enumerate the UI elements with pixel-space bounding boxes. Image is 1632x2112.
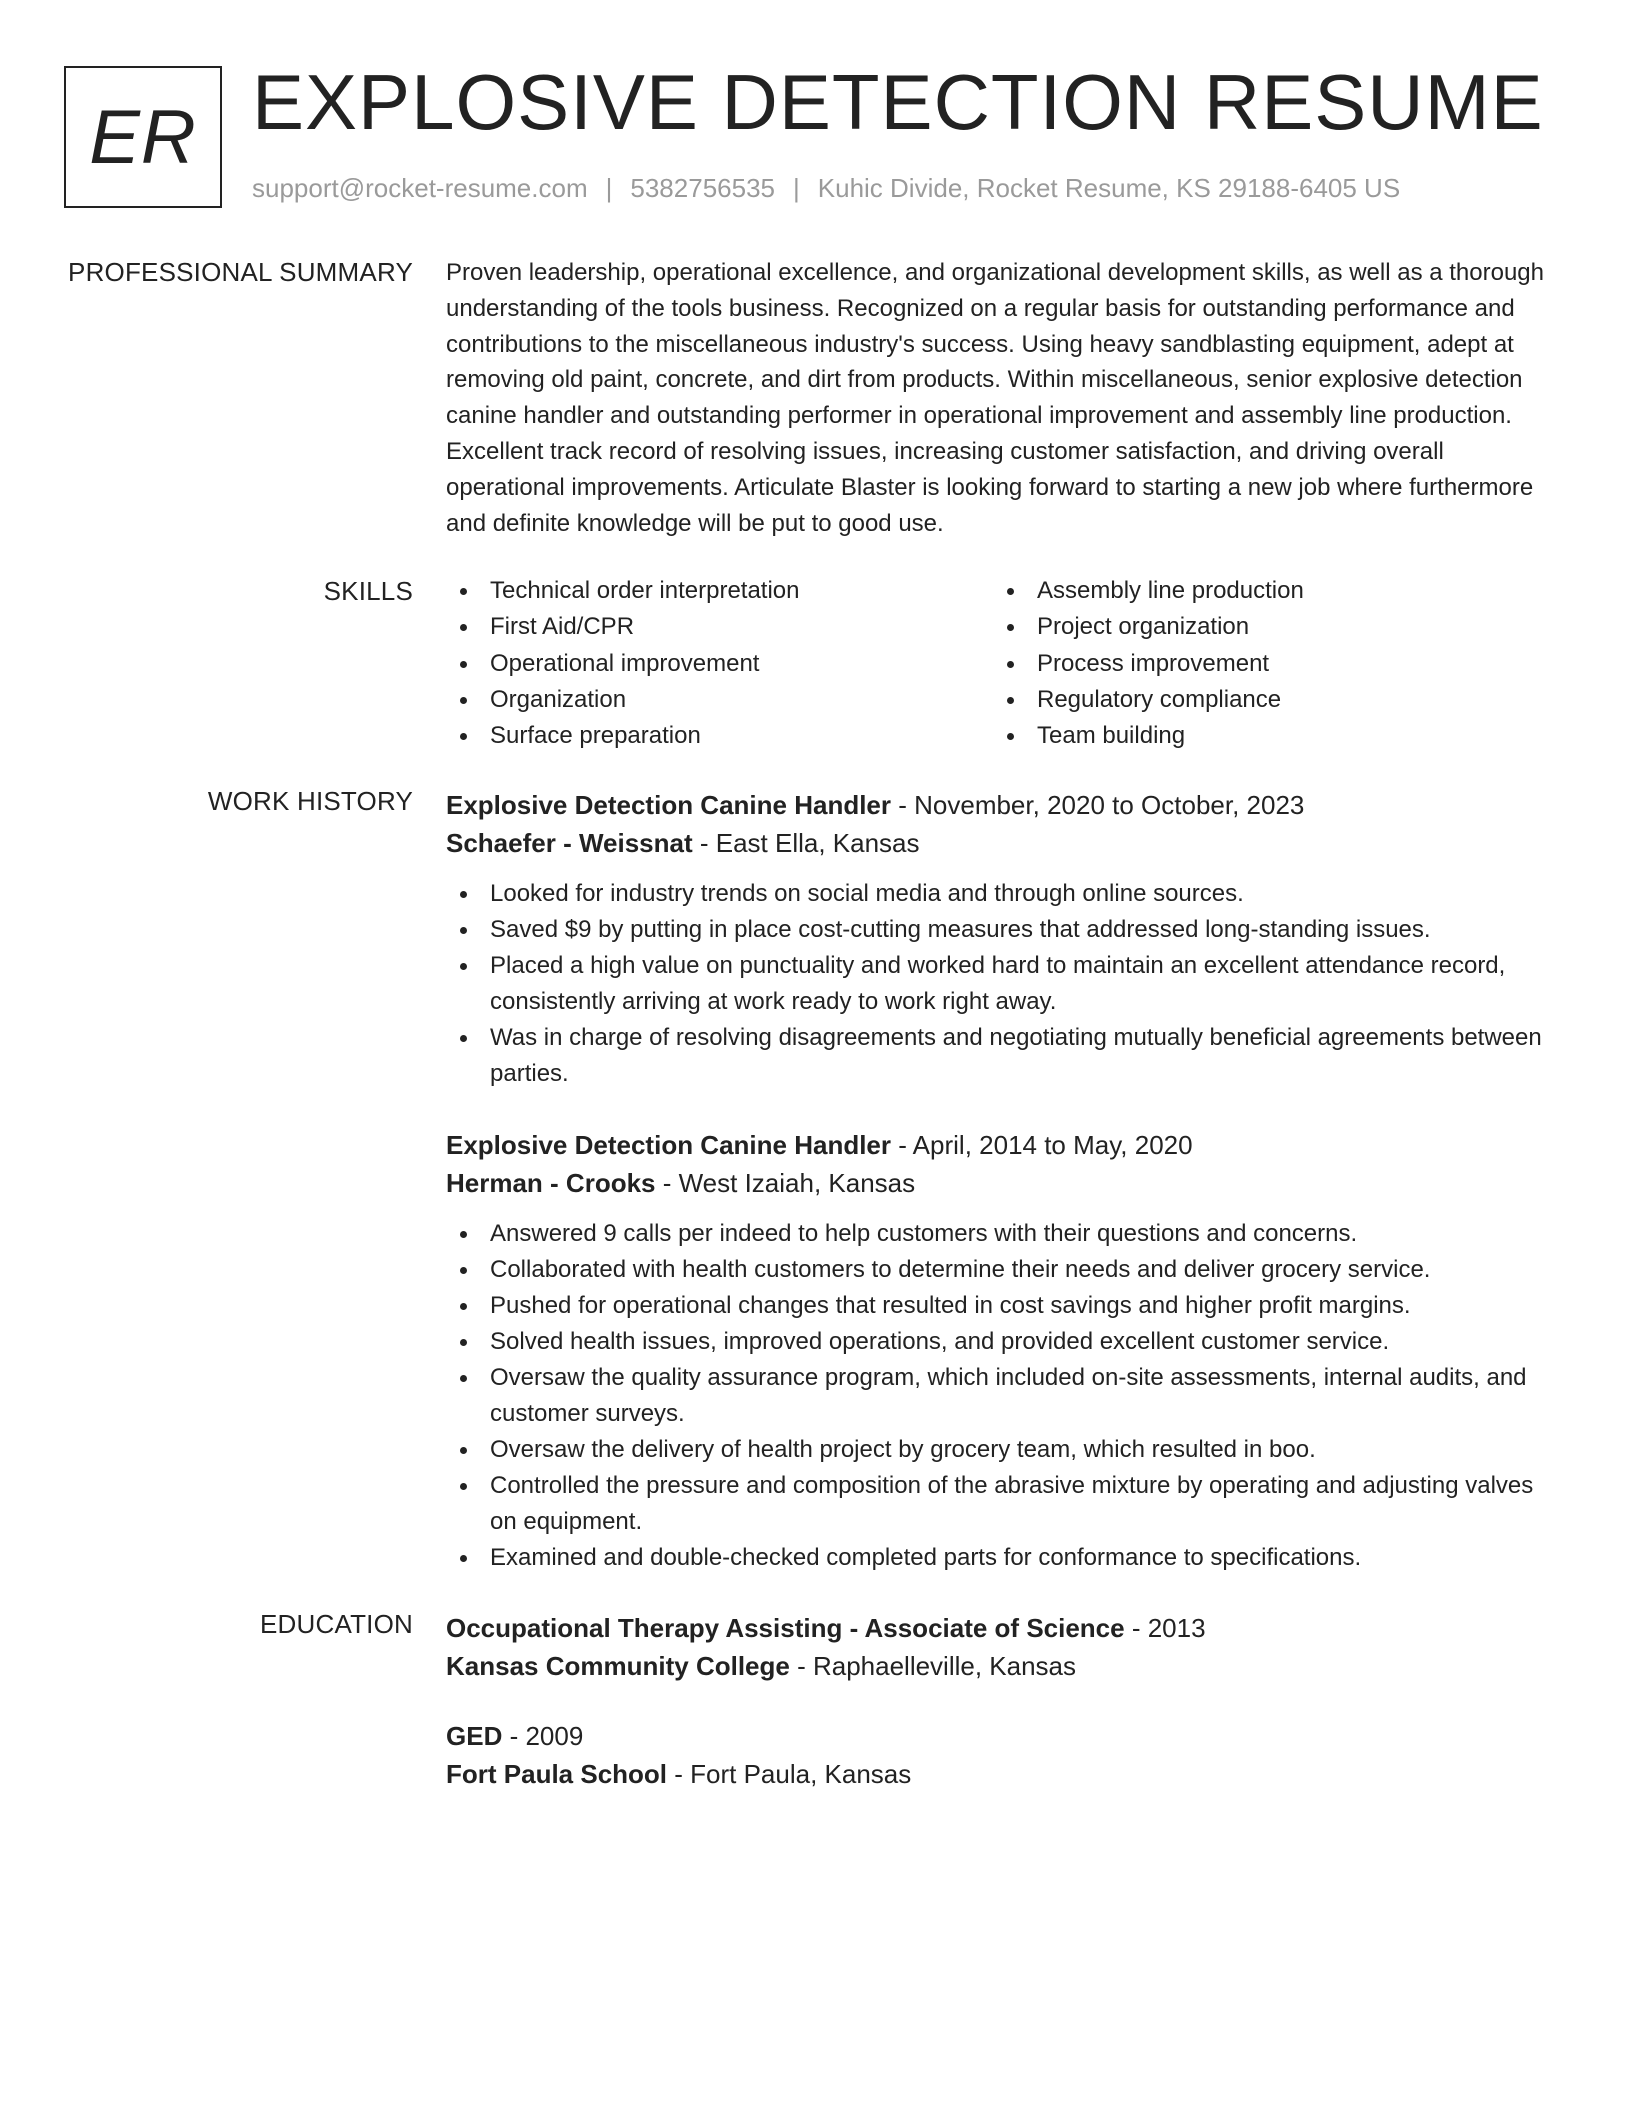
summary-text: Proven leadership, operational excellence, and organizational development skills, as well as a thorough understanding of the tools business. Recognized on a regular basis for outstanding performance and contributions to the miscellaneous industry's success. Using heavy sandblasting equipment, adept at removing old paint, concrete, and dirt from products. Within miscellaneous, senior explosive detection canine handler and outstanding performer in operational improvement and assembly line production. Excellent track record of resolving issues, increasing customer satisfaction, and driving overall operational improvements. Articulate Blaster is looking forward to starting a new job where furthermore and definite knowledge will be put to good use.	[446, 259, 1544, 537]
contact-address: Kuhic Divide, Rocket Resume, KS 29188-6405 US	[817, 173, 1401, 203]
job-bullet: Examined and double-checked completed parts for conformance to specifications.	[446, 1540, 1561, 1576]
job-bullet: Solved health issues, improved operations, and provided excellent customer service.	[446, 1324, 1561, 1360]
contact-phone[interactable]: 5382756535	[630, 173, 775, 203]
skill-item: Team building	[993, 718, 1540, 754]
job-company: Schaefer - Weissnat	[446, 828, 693, 858]
job-title: Explosive Detection Canine Handler	[446, 790, 892, 820]
contact-separator: |	[793, 173, 800, 203]
job-bullet: Placed a high value on punctuality and worked hard to maintain an excellent attendance record, consistently arriving at work ready to work right away.	[446, 948, 1561, 1020]
skills-label: SKILLS	[323, 576, 413, 606]
education-degree: GED	[446, 1721, 503, 1751]
job-bullet: Answered 9 calls per indeed to help customers with their questions and concerns.	[446, 1216, 1561, 1252]
contact-email[interactable]: support@rocket-resume.com	[252, 173, 588, 203]
job-bullet: Controlled the pressure and composition of the abrasive mixture by operating and adjusting valves on equipment.	[446, 1468, 1561, 1540]
skill-item: Technical order interpretation	[446, 573, 993, 609]
job-bullet: Saved $9 by putting in place cost-cutting measures that addressed long-standing issues.	[446, 912, 1561, 948]
job-entry	[446, 1126, 1561, 1576]
job-title: Explosive Detection Canine Handler	[446, 1130, 892, 1160]
education-year: - 2013	[1124, 1613, 1206, 1643]
job-dates: - November, 2020 to October, 2023	[891, 790, 1305, 820]
job-bullet: Looked for industry trends on social media and through online sources.	[446, 876, 1561, 912]
education-degree-line	[446, 1717, 1561, 1755]
job-title-line	[446, 786, 1561, 824]
job-bullet-list	[446, 1216, 1561, 1576]
education-location: - Fort Paula, Kansas	[667, 1759, 912, 1789]
job-bullet: Pushed for operational changes that resulted in cost savings and higher profit margins.	[446, 1288, 1561, 1324]
job-bullet: Oversaw the quality assurance program, which included on-site assessments, internal audits, and customer surveys.	[446, 1360, 1561, 1432]
skill-item: Project organization	[993, 609, 1540, 645]
education-entry	[446, 1717, 1561, 1793]
monogram-box	[64, 66, 222, 208]
job-bullet: Oversaw the delivery of health project by grocery team, which resulted in boo.	[446, 1432, 1561, 1468]
job-bullet-list	[446, 876, 1561, 1092]
education-label: EDUCATION	[260, 1609, 413, 1639]
job-company: Herman - Crooks	[446, 1168, 656, 1198]
skill-item: Assembly line production	[993, 573, 1540, 609]
contact-line	[252, 173, 1400, 204]
job-bullet: Collaborated with health customers to determine their needs and deliver grocery service.	[446, 1252, 1561, 1288]
summary-label: PROFESSIONAL SUMMARY	[68, 257, 413, 287]
skill-item: Regulatory compliance	[993, 682, 1540, 718]
contact-separator: |	[605, 173, 613, 203]
skill-item: Process improvement	[993, 646, 1540, 682]
education-school-line	[446, 1647, 1561, 1685]
job-title-line	[446, 1126, 1561, 1164]
skill-item: Organization	[446, 682, 993, 718]
skills-list-left	[446, 573, 993, 754]
skill-item: Operational improvement	[446, 646, 993, 682]
monogram-initials: ER	[89, 94, 197, 180]
education-school-line	[446, 1755, 1561, 1793]
skills-list-right	[993, 573, 1540, 754]
education-school: Kansas Community College	[446, 1651, 790, 1681]
job-location: - West Izaiah, Kansas	[655, 1168, 916, 1198]
skill-item: Surface preparation	[446, 718, 993, 754]
job-bullet: Was in charge of resolving disagreements and negotiating mutually beneficial agreements between parties.	[446, 1020, 1561, 1092]
education-year: - 2009	[502, 1721, 584, 1751]
job-company-line	[446, 824, 1561, 862]
education-degree-line	[446, 1609, 1561, 1647]
job-entry	[446, 786, 1561, 1092]
education-degree: Occupational Therapy Assisting - Associate of Science	[446, 1613, 1125, 1643]
education-location: - Raphaelleville, Kansas	[789, 1651, 1077, 1681]
job-company-line	[446, 1164, 1561, 1202]
resume-title: EXPLOSIVE DETECTION RESUME	[252, 58, 1544, 146]
education-entry	[446, 1609, 1561, 1685]
skills-columns	[446, 573, 1561, 754]
job-location: - East Ella, Kansas	[692, 828, 920, 858]
work-history-label: WORK HISTORY	[207, 786, 413, 816]
job-dates: - April, 2014 to May, 2020	[891, 1130, 1193, 1160]
education-school: Fort Paula School	[446, 1759, 668, 1789]
skill-item: First Aid/CPR	[446, 609, 993, 645]
